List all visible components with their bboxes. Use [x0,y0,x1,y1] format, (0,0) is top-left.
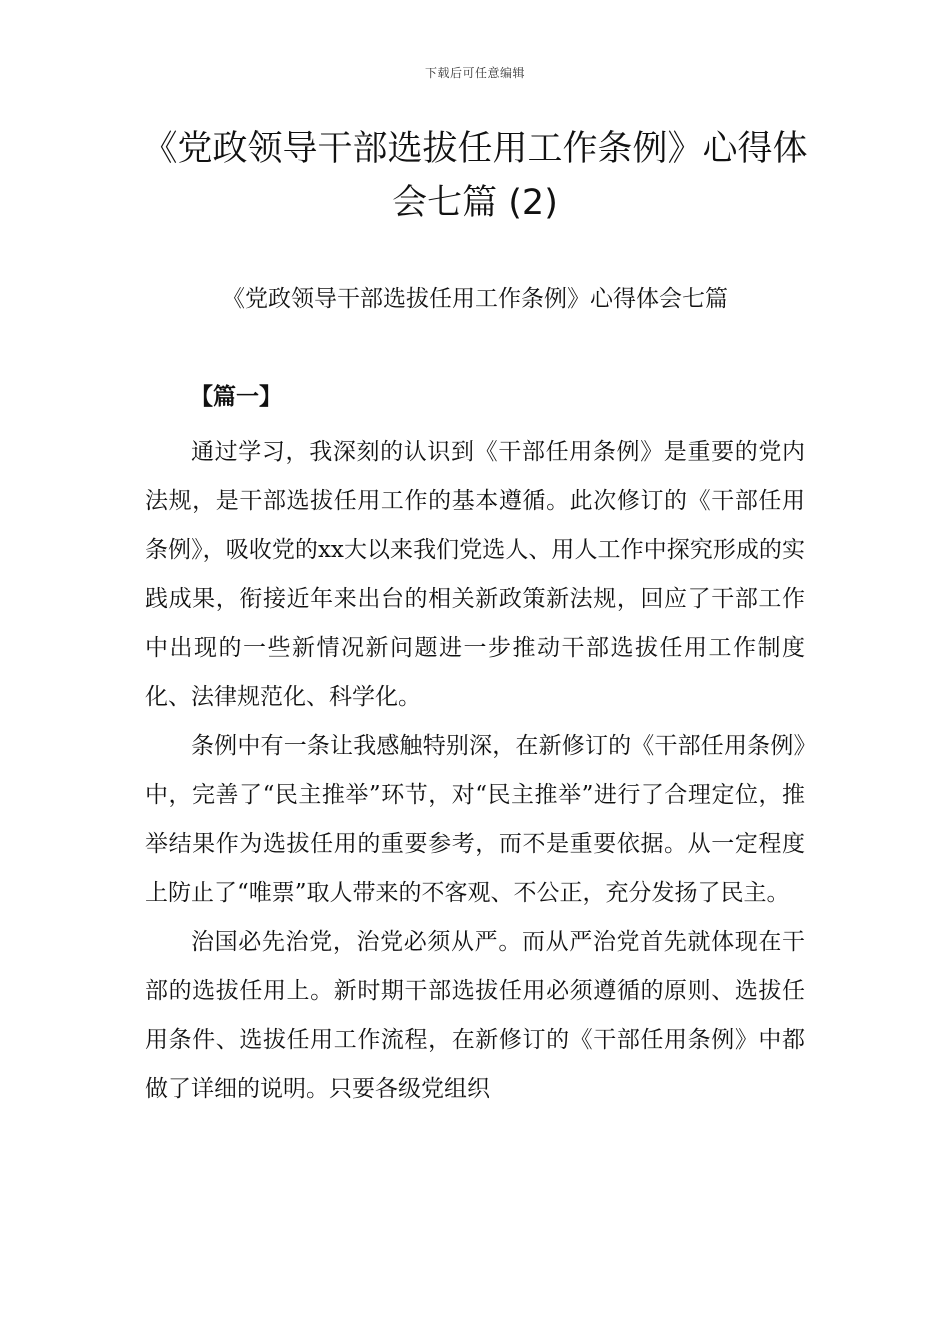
document-body [145,428,805,1114]
section-heading: 【篇一】 [190,383,282,410]
document-title: 《党政领导干部选拔任用工作条例》心得体会七篇 (2) [142,129,808,223]
document-subtitle: 《党政领导干部选拔任用工作条例》心得体会七篇 [222,286,728,312]
paragraph-2: 条例中有一条让我感触特别深，在新修订的《干部任用条例》中，完善了“民主推举”环节，对“民主推举”进行了合理定位，推举结果作为选拔任用的重要参考，而不是重要依据。从一定程度上防止了“唯票”取人带来的不客观、不公正，充分发扬了民主。 [145,733,805,906]
paragraph-3: 治国必先治党，治党必须从严。而从严治党首先就体现在干部的选拔任用上。新时期干部选拔任用必须遵循的原则、选拔任用条件、选拔任用工作流程，在新修订的《干部任用条例》中都做了详细的说明。只要各级党组织 [145,929,805,1102]
paragraph-1: 通过学习，我深刻的认识到《干部任用条例》是重要的党内法规，是干部选拔任用工作的基本遵循。此次修订的《干部任用条例》，吸收党的xx大以来我们党选人、用人工作中探究形成的实践成果，衔接近年来出台的相关新政策新法规，回应了干部工作中出现的一些新情况新问题进一步推动干部选拔任用工作制度化、法律规范化、科学化。 [145,439,805,710]
header-note: 下载后可任意编辑 [424,66,525,80]
